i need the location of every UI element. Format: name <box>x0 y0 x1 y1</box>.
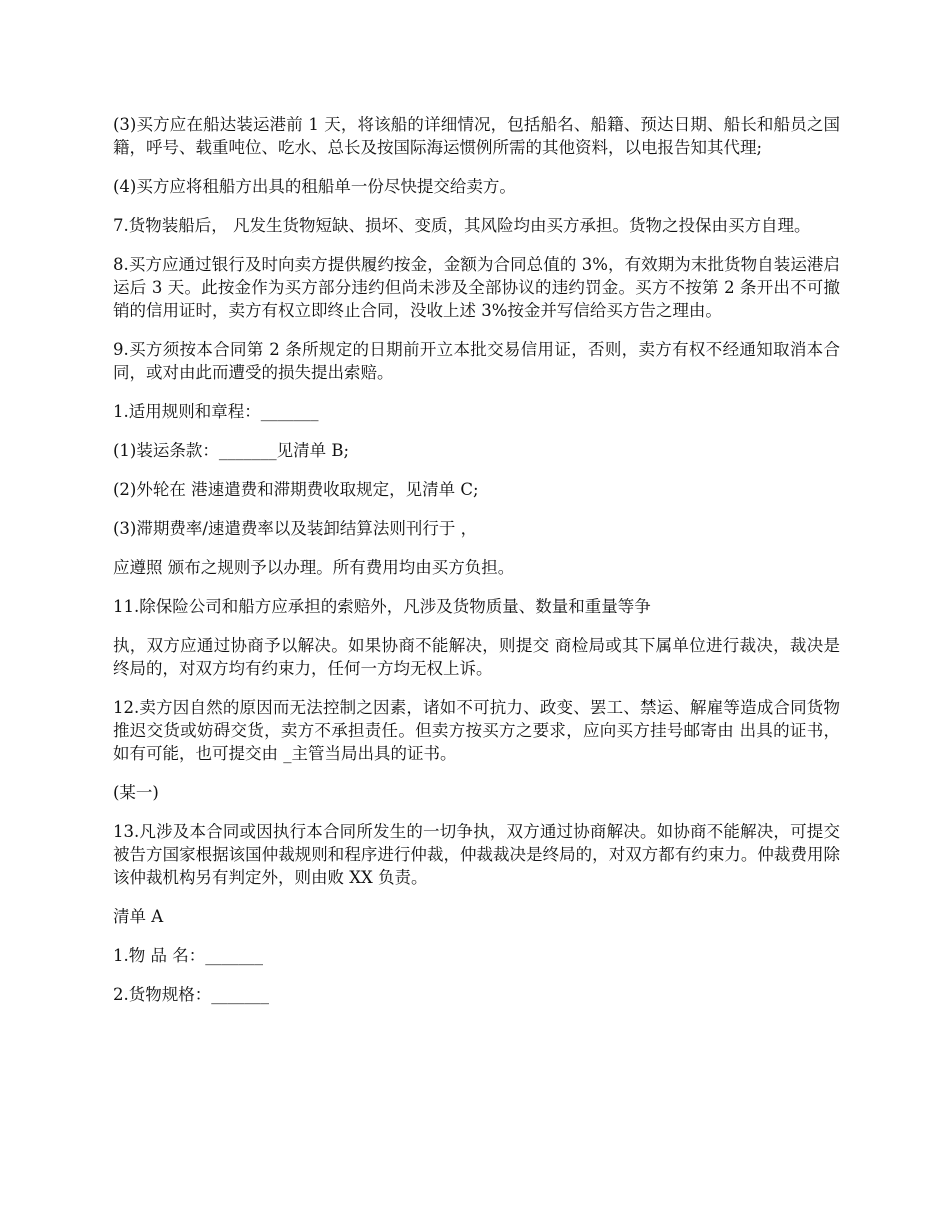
paragraph-charter-party: (4)买方应将租船方出具的租船单一份尽快提交给卖方。 <box>113 177 516 196</box>
paragraph-note: (某一) <box>113 783 159 802</box>
paragraph-buyer-ship-details: (3)买方应在船达装运港前 1 天，将该船的详细情况，包括船名、船籍、预达日期、船长和船员之国籍，呼号、载重吨位、吃水、总长及按国际海运惯例所需的其他资料，以电报告知其代理; <box>113 115 840 157</box>
paragraph-applicable-rules: 1.适用规则和章程：_______ <box>113 402 319 421</box>
paragraph-demurrage-rates: (3)滞期费率/速遣费率以及装卸结算法则刊行于 ， <box>113 519 478 538</box>
paragraph-regulations-costs: 应遵照 颁布之规则予以办理。所有费用均由买方负担。 <box>113 558 515 577</box>
paragraph-dispute-arbitration: 执，双方应通过协商予以解决。如果协商不能解决，则提交 商检局或其下属单位进行裁决，裁决是终局的，对双方均有约束力，任何一方均无权上诉。 <box>113 636 840 678</box>
paragraph-clause-12-force-majeure: 12.卖方因自然的原因而无法控制之因素，诸如不可抗力、政变、罢工、禁运、解雇等造成合同货物推迟交货或妨碍交货，卖方不承担责任。但卖方按买方之要求，应向买方挂号邮寄由 出具的证书，如有可能，也可提交由 _主管当局出具的证书。 <box>113 698 840 763</box>
paragraph-shipping-terms: (1)装运条款：_______见清单 B; <box>113 441 350 460</box>
paragraph-clause-13-arbitration: 13.凡涉及本合同或因执行本合同所发生的一切争执，双方通过协商解决。如协商不能解决，可提交被告方国家根据该国仲裁规则和程序进行仲裁，仲裁裁决是终局的，对双方都有约束力。仲裁费用除该仲裁机构另有判定外，则由败 XX 负责。 <box>113 822 840 887</box>
paragraph-clause-8-deposit: 8.买方应通过银行及时向卖方提供履约按金，金额为合同总值的 3%，有效期为末批货物自装运港启运后 3 天。此按金作为买方部分违约但尚未涉及全部协议的违约罚金。买方不按第 2 条开出不可撤销的信用证时，卖方有权立即终止合同，没收上述 3%按金并写信给买方告之理由。 <box>113 255 840 320</box>
paragraph-clause-7-risk: 7.货物装船后， 凡发生货物短缺、损坏、变质，其风险均由买方承担。货物之投保由买方自理。 <box>113 216 811 235</box>
paragraph-list-a-heading: 清单 A <box>113 907 164 926</box>
paragraph-clause-11-claims: 11.除保险公司和船方应承担的索赔外，凡涉及货物质量、数量和重量等争 <box>113 597 651 616</box>
paragraph-demurrage-rules: (2)外轮在 港速遣费和滞期费收取规定，见清单 C; <box>113 480 479 499</box>
document-body <box>113 113 840 1022</box>
paragraph-item-spec: 2.货物规格：_______ <box>113 985 269 1004</box>
paragraph-item-name: 1.物 品 名：_______ <box>113 946 263 965</box>
paragraph-clause-9-letter-of-credit: 9.买方须按本合同第 2 条所规定的日期前开立本批交易信用证，否则，卖方有权不经通知取消本合同，或对由此而遭受的损失提出索赔。 <box>113 340 840 382</box>
